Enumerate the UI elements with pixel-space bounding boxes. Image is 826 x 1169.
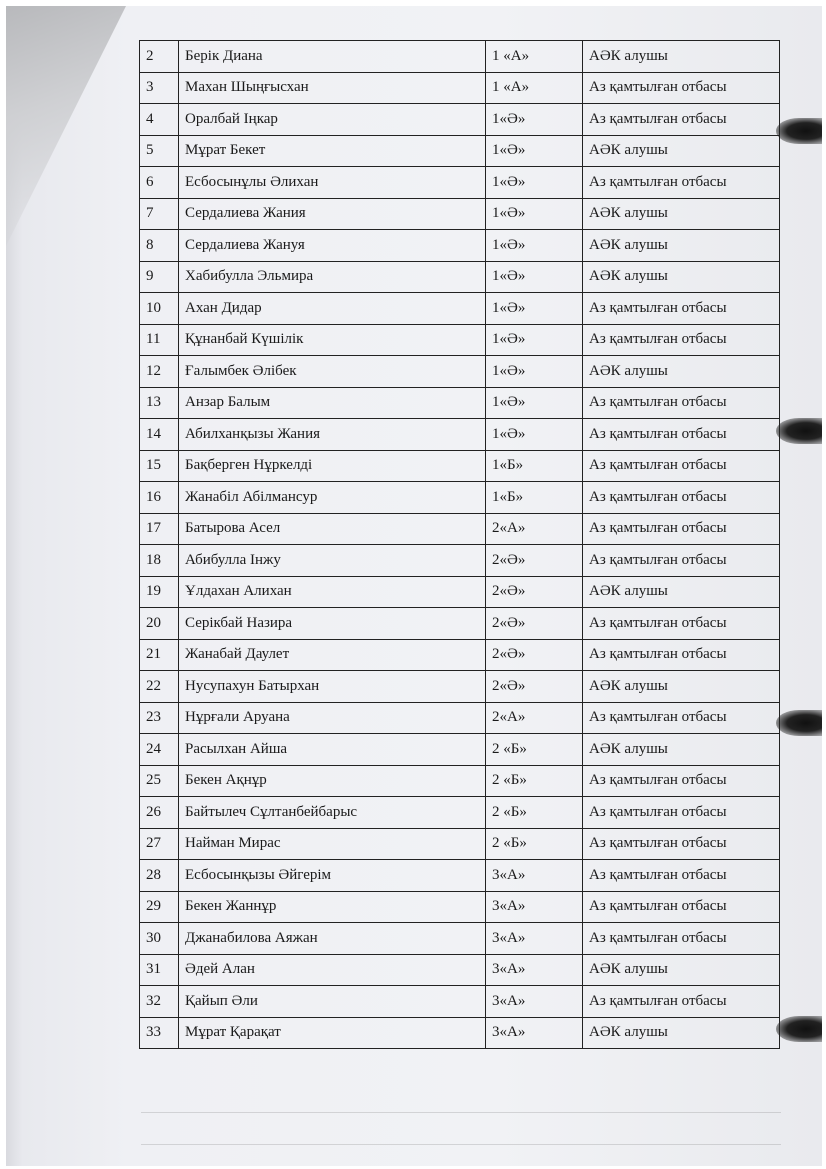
- row-number: 10: [140, 293, 179, 325]
- class-grade: 1«Ә»: [486, 419, 583, 451]
- class-grade: 3«А»: [486, 1017, 583, 1049]
- class-grade: 3«А»: [486, 860, 583, 892]
- row-number: 30: [140, 923, 179, 955]
- table-row: [140, 765, 780, 797]
- status-category: Аз қамтылған отбасы: [583, 891, 780, 923]
- student-name: Бекен Ақнұр: [179, 765, 486, 797]
- table-row: [140, 135, 780, 167]
- table-row: [140, 72, 780, 104]
- row-number: 4: [140, 104, 179, 136]
- status-category: Аз қамтылған отбасы: [583, 923, 780, 955]
- row-number: 12: [140, 356, 179, 388]
- status-category: Аз қамтылған отбасы: [583, 545, 780, 577]
- student-name: Мұрат Қарақат: [179, 1017, 486, 1049]
- status-category: АӘК алушы: [583, 954, 780, 986]
- status-category: Аз қамтылған отбасы: [583, 450, 780, 482]
- student-name: Серікбай Назира: [179, 608, 486, 640]
- row-number: 15: [140, 450, 179, 482]
- class-grade: 2«Ә»: [486, 671, 583, 703]
- status-category: АӘК алушы: [583, 261, 780, 293]
- table-row: [140, 1017, 780, 1049]
- status-category: Аз қамтылған отбасы: [583, 324, 780, 356]
- row-number: 33: [140, 1017, 179, 1049]
- student-name: Әдей Алан: [179, 954, 486, 986]
- table-row: [140, 41, 780, 73]
- table-row: [140, 356, 780, 388]
- class-grade: 2«Ә»: [486, 639, 583, 671]
- status-category: АӘК алушы: [583, 734, 780, 766]
- class-grade: 1«Ә»: [486, 104, 583, 136]
- class-grade: 3«А»: [486, 891, 583, 923]
- row-number: 32: [140, 986, 179, 1018]
- class-grade: 2 «Б»: [486, 828, 583, 860]
- row-number: 14: [140, 419, 179, 451]
- class-grade: 2 «Б»: [486, 797, 583, 829]
- student-name: Ғалымбек Әлібек: [179, 356, 486, 388]
- status-category: Аз қамтылған отбасы: [583, 419, 780, 451]
- student-name: Есбосынұлы Әлихан: [179, 167, 486, 199]
- class-grade: 2«А»: [486, 513, 583, 545]
- student-name: Сердалиева Жания: [179, 198, 486, 230]
- row-number: 19: [140, 576, 179, 608]
- row-number: 13: [140, 387, 179, 419]
- row-number: 9: [140, 261, 179, 293]
- table-row: [140, 513, 780, 545]
- table-row: [140, 954, 780, 986]
- class-grade: 1«Ә»: [486, 261, 583, 293]
- table-row: [140, 986, 780, 1018]
- table-row: [140, 482, 780, 514]
- class-grade: 2«Ә»: [486, 576, 583, 608]
- status-category: АӘК алушы: [583, 135, 780, 167]
- table-row: [140, 293, 780, 325]
- student-name: Нусупахун Батырхан: [179, 671, 486, 703]
- table-row: [140, 923, 780, 955]
- student-name: Махан Шыңғысхан: [179, 72, 486, 104]
- student-name: Найман Мирас: [179, 828, 486, 860]
- student-name: Хабибулла Эльмира: [179, 261, 486, 293]
- table-row: [140, 797, 780, 829]
- ink-smudge-mark: [776, 418, 822, 444]
- row-number: 22: [140, 671, 179, 703]
- class-grade: 1«Ә»: [486, 135, 583, 167]
- row-number: 26: [140, 797, 179, 829]
- student-name: Расылхан Айша: [179, 734, 486, 766]
- status-category: Аз қамтылған отбасы: [583, 104, 780, 136]
- student-name: Құнанбай Күшілік: [179, 324, 486, 356]
- status-category: Аз қамтылған отбасы: [583, 482, 780, 514]
- student-name: Оралбай Іңкар: [179, 104, 486, 136]
- status-category: Аз қамтылған отбасы: [583, 387, 780, 419]
- status-category: Аз қамтылған отбасы: [583, 513, 780, 545]
- class-grade: 3«А»: [486, 954, 583, 986]
- table-row: [140, 545, 780, 577]
- ink-smudge-mark: [776, 1016, 822, 1042]
- status-category: АӘК алушы: [583, 198, 780, 230]
- ink-smudge-mark: [776, 118, 822, 144]
- student-name: Ұлдахан Алихан: [179, 576, 486, 608]
- row-number: 27: [140, 828, 179, 860]
- class-grade: 1«Ә»: [486, 198, 583, 230]
- status-category: АӘК алушы: [583, 1017, 780, 1049]
- student-name: Бекен Жаннұр: [179, 891, 486, 923]
- table-row: [140, 671, 780, 703]
- class-grade: 1«Ә»: [486, 324, 583, 356]
- row-number: 20: [140, 608, 179, 640]
- row-number: 25: [140, 765, 179, 797]
- table-row: [140, 608, 780, 640]
- row-number: 3: [140, 72, 179, 104]
- class-grade: 2«Ә»: [486, 545, 583, 577]
- row-number: 6: [140, 167, 179, 199]
- student-name: Анзар Балым: [179, 387, 486, 419]
- status-category: Аз қамтылған отбасы: [583, 702, 780, 734]
- status-category: АӘК алушы: [583, 576, 780, 608]
- row-number: 29: [140, 891, 179, 923]
- student-name: Берік Диана: [179, 41, 486, 73]
- status-category: АӘК алушы: [583, 356, 780, 388]
- status-category: АӘК алушы: [583, 41, 780, 73]
- row-number: 21: [140, 639, 179, 671]
- class-grade: 3«А»: [486, 923, 583, 955]
- class-grade: 1 «А»: [486, 72, 583, 104]
- class-grade: 1«Ә»: [486, 293, 583, 325]
- class-grade: 2«Ә»: [486, 608, 583, 640]
- status-category: Аз қамтылған отбасы: [583, 72, 780, 104]
- class-grade: 1«Ә»: [486, 167, 583, 199]
- student-name: Джанабилова Аяжан: [179, 923, 486, 955]
- status-category: Аз қамтылған отбасы: [583, 167, 780, 199]
- student-name: Ахан Дидар: [179, 293, 486, 325]
- status-category: Аз қамтылған отбасы: [583, 293, 780, 325]
- table-row: [140, 450, 780, 482]
- status-category: Аз қамтылған отбасы: [583, 639, 780, 671]
- row-number: 8: [140, 230, 179, 262]
- student-name: Жанабай Даулет: [179, 639, 486, 671]
- status-category: Аз қамтылған отбасы: [583, 797, 780, 829]
- folded-corner-shadow: [6, 6, 126, 246]
- status-category: АӘК алушы: [583, 230, 780, 262]
- row-number: 23: [140, 702, 179, 734]
- row-number: 2: [140, 41, 179, 73]
- table-row: [140, 576, 780, 608]
- class-grade: 3«А»: [486, 986, 583, 1018]
- student-name: Бақберген Нұркелді: [179, 450, 486, 482]
- row-number: 11: [140, 324, 179, 356]
- row-number: 31: [140, 954, 179, 986]
- student-name: Мұрат Бекет: [179, 135, 486, 167]
- table-row: [140, 860, 780, 892]
- class-grade: 1«Ә»: [486, 230, 583, 262]
- row-number: 5: [140, 135, 179, 167]
- student-name: Жанабіл Абілмансур: [179, 482, 486, 514]
- table-row: [140, 828, 780, 860]
- table-row: [140, 167, 780, 199]
- student-name: Байтылеч Сұлтанбейбарыс: [179, 797, 486, 829]
- class-grade: 1«Б»: [486, 450, 583, 482]
- table-row: [140, 324, 780, 356]
- class-grade: 2 «Б»: [486, 734, 583, 766]
- row-number: 24: [140, 734, 179, 766]
- row-number: 7: [140, 198, 179, 230]
- table-row: [140, 261, 780, 293]
- table-row: [140, 702, 780, 734]
- student-name: Абилханқызы Жания: [179, 419, 486, 451]
- table-row: [140, 387, 780, 419]
- table-row: [140, 198, 780, 230]
- student-name: Қайып Әли: [179, 986, 486, 1018]
- table-row: [140, 891, 780, 923]
- student-name: Абибулла Інжу: [179, 545, 486, 577]
- status-category: Аз қамтылған отбасы: [583, 860, 780, 892]
- status-category: Аз қамтылған отбасы: [583, 828, 780, 860]
- class-grade: 1«Ә»: [486, 387, 583, 419]
- row-number: 18: [140, 545, 179, 577]
- class-grade: 1«Ә»: [486, 356, 583, 388]
- row-number: 17: [140, 513, 179, 545]
- bleed-through-lines: [141, 1081, 781, 1166]
- class-grade: 2 «Б»: [486, 765, 583, 797]
- class-grade: 1«Б»: [486, 482, 583, 514]
- status-category: Аз қамтылған отбасы: [583, 986, 780, 1018]
- table-row: [140, 734, 780, 766]
- table-row: [140, 419, 780, 451]
- class-grade: 1 «А»: [486, 41, 583, 73]
- table-row: [140, 230, 780, 262]
- table-row: [140, 104, 780, 136]
- student-name: Нұрғали Аруана: [179, 702, 486, 734]
- status-category: Аз қамтылған отбасы: [583, 608, 780, 640]
- table-row: [140, 639, 780, 671]
- student-roster-table: [139, 40, 780, 1049]
- class-grade: 2«А»: [486, 702, 583, 734]
- student-name: Сердалиева Жануя: [179, 230, 486, 262]
- roster-body: [140, 41, 780, 1049]
- row-number: 28: [140, 860, 179, 892]
- ink-smudge-mark: [776, 710, 822, 736]
- student-name: Батырова Асел: [179, 513, 486, 545]
- status-category: АӘК алушы: [583, 671, 780, 703]
- row-number: 16: [140, 482, 179, 514]
- status-category: Аз қамтылған отбасы: [583, 765, 780, 797]
- student-name: Есбосынқызы Әйгерім: [179, 860, 486, 892]
